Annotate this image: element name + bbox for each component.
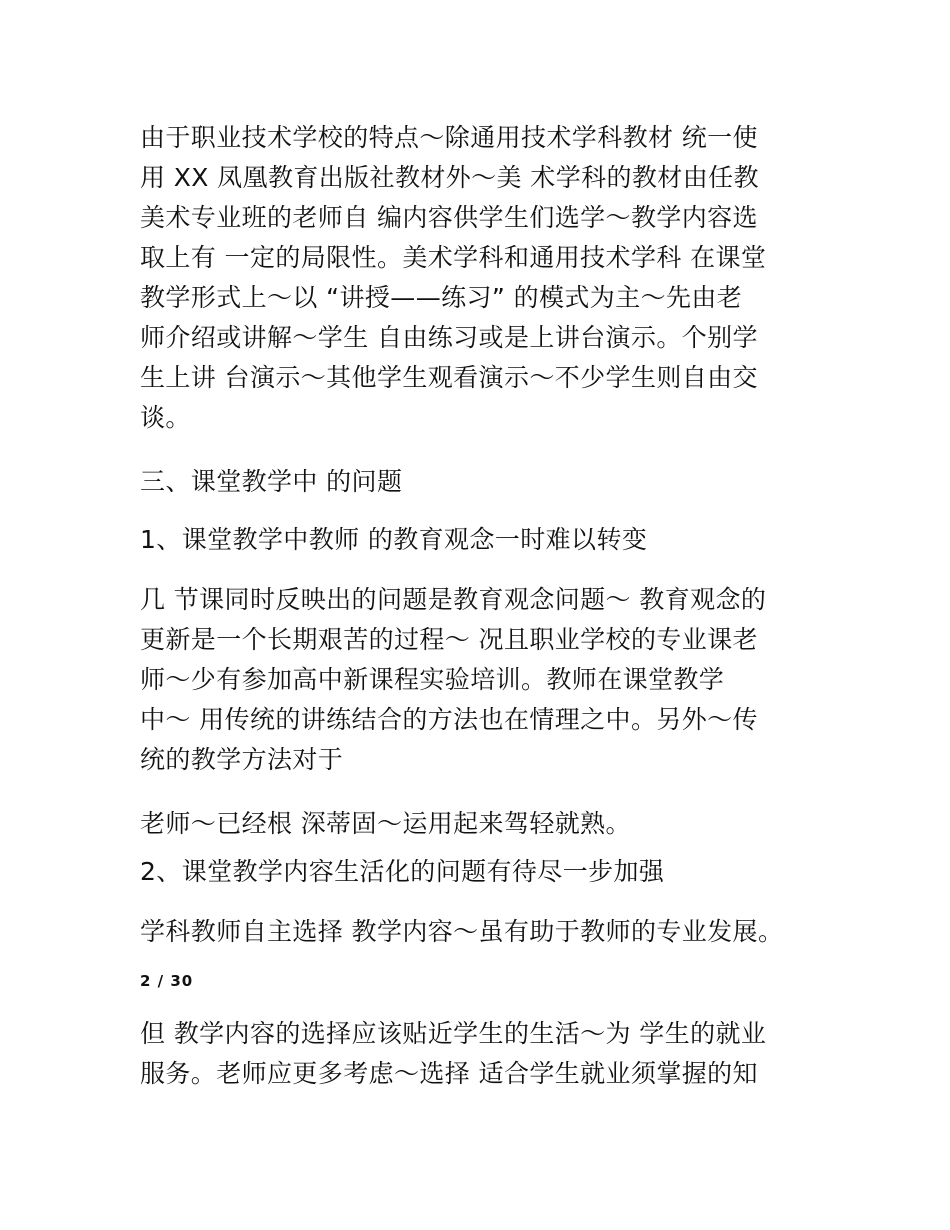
paragraph-3: 老师～已经根 深蒂固～运用起来驾轻就熟。 xyxy=(140,809,631,838)
text-line: 但 教学内容的选择应该贴近学生的生活～为 学生的就业 xyxy=(140,1019,767,1048)
text-line: 用 XX 凤凰教育出版社教材外～美 术学科的教材由任教 xyxy=(140,163,759,192)
text-line: 美术专业班的老师自 编内容供学生们选学～教学内容选 xyxy=(140,203,758,232)
text-line: 谈。 xyxy=(140,403,191,432)
subsection-heading-1: 1、课堂教学中教师 的教育观念一时难以转变 xyxy=(140,525,648,554)
text-line: 几 节课同时反映出的问题是教育观念问题～ 教育观念的 xyxy=(140,585,767,614)
paragraph-4: 学科教师自主选择 教学内容～虽有助于教师的专业发展。 xyxy=(140,917,784,946)
subsection-heading-2: 2、课堂教学内容生活化的问题有待尽一步加强 xyxy=(140,857,665,886)
text-line: 师～少有参加高中新课程实验培训。教师在课堂教学 xyxy=(140,665,725,694)
text-line: 教学形式上～以 “讲授——练习” 的模式为主～先由老 xyxy=(140,283,743,312)
text-line: 中～ 用传统的讲练结合的方法也在情理之中。另外～传 xyxy=(140,705,758,734)
text-line: 服务。老师应更多考虑～选择 适合学生就业须掌握的知 xyxy=(140,1059,758,1088)
text-line: 更新是一个长期艰苦的过程～ 况且职业学校的专业课老 xyxy=(140,625,758,654)
text-line: 统的教学方法对于 xyxy=(140,745,344,774)
text-line: 生上讲 台演示～其他学生观看演示～不少学生则自由交 xyxy=(140,363,758,392)
paragraph-5 xyxy=(140,1014,820,1094)
text-line: 由于职业技术学校的特点～除通用技术学科教材 统一使 xyxy=(140,123,758,152)
section-heading: 三、课堂教学中 的问题 xyxy=(140,467,403,496)
text-line: 取上有 一定的局限性。美术学科和通用技术学科 在课堂 xyxy=(140,243,767,272)
paragraph-1 xyxy=(140,118,820,438)
paragraph-2 xyxy=(140,580,820,780)
text-line: 师介绍或讲解～学生 自由练习或是上讲台演示。个别学 xyxy=(140,323,758,352)
page-number: 2 / 30 xyxy=(140,972,194,990)
